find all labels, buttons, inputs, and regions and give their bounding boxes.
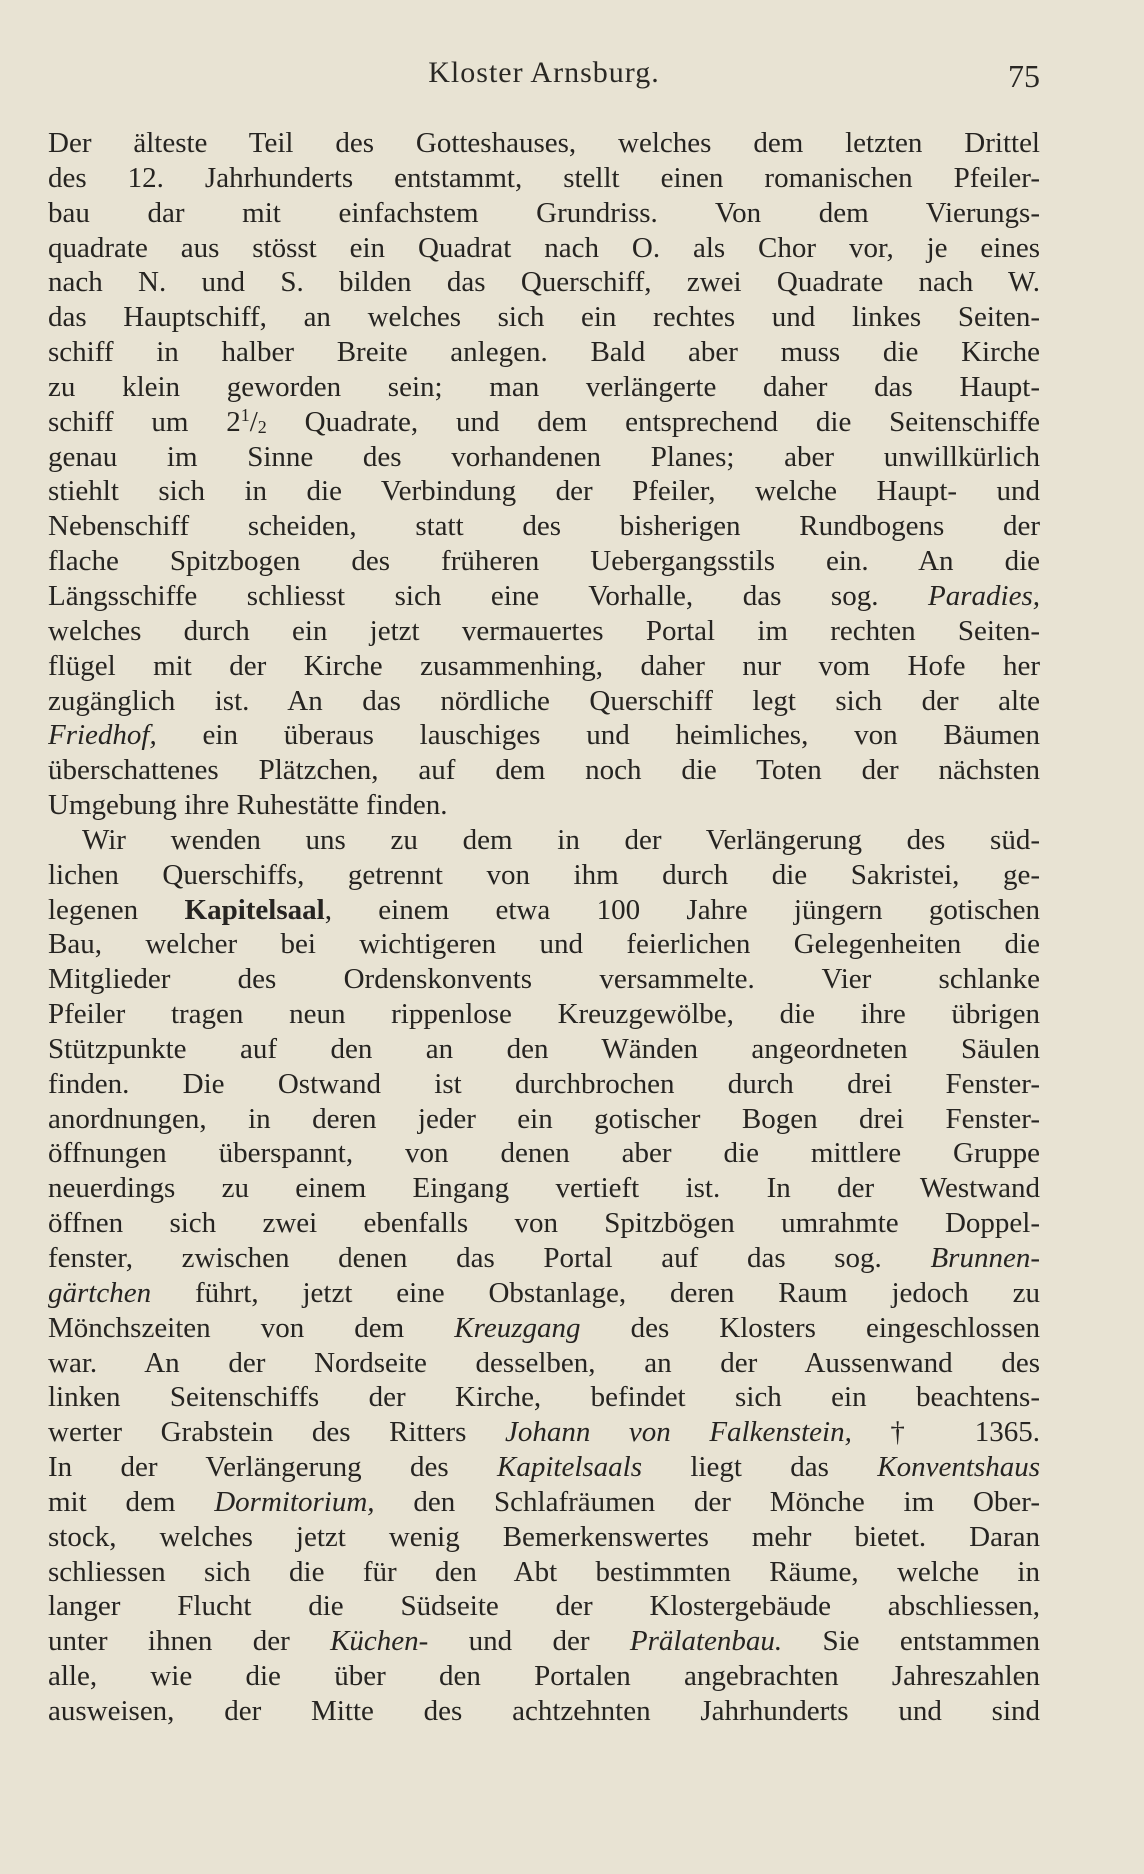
- text-run: Nebenschiff scheiden, statt des bisherigen Rundbogens der: [48, 510, 1040, 543]
- text-run: liegt das: [642, 1451, 878, 1484]
- text-line: [48, 1136, 1040, 1171]
- text-run: schiff um 2: [48, 405, 241, 438]
- text-run: Bau, welcher bei wichtigeren und feierlichen Gelegenheiten die: [48, 928, 1040, 961]
- text-run: den Schlafräumen der Mönche im Ober-: [374, 1485, 1040, 1518]
- text-run: lichen Querschiffs, getrennt von ihm durch die Sakristei, ge-: [48, 858, 1040, 891]
- text-run: flügel mit der Kirche zusammenhing, daher nur vom Hofe her: [48, 649, 1040, 682]
- text-run: zu klein geworden sein; man verlängerte daher das Haupt-: [48, 370, 1040, 403]
- fraction-slash: /: [249, 405, 258, 438]
- fraction-denominator: 2: [257, 416, 267, 437]
- text-line: [48, 1415, 1040, 1450]
- text-line: [48, 1624, 1040, 1659]
- text-run: mit dem: [48, 1485, 215, 1518]
- text-run: Quadrate, und dem entsprechend die Seitenschiffe: [266, 405, 1040, 438]
- text-run: welches durch ein jetzt vermauertes Portal im rechten Seiten-: [48, 614, 1040, 647]
- text-run: fenster, zwischen denen das Portal auf das sog.: [48, 1242, 931, 1274]
- text-line: [48, 440, 1040, 475]
- text-run: überschattenes Plätzchen, auf dem noch die Toten der nächsten: [48, 754, 1040, 787]
- text-run: zugänglich ist. An das nördliche Querschiff legt sich der alte: [48, 684, 1040, 717]
- text-line: [48, 1555, 1040, 1590]
- text-line: [48, 231, 1040, 266]
- text-run: linken Seitenschiffs der Kirche, befindet sich ein beachtens-: [48, 1381, 1040, 1414]
- italic-term: Dormitorium,: [214, 1485, 375, 1518]
- text-line: [48, 1241, 1040, 1276]
- text-line: [48, 196, 1040, 231]
- text-line: [48, 649, 1040, 684]
- bold-term: Kapitelsaal: [184, 893, 325, 926]
- text-run: ein überaus lauschiges und heimliches, von Bäumen: [156, 719, 1040, 752]
- text-line: [48, 474, 1040, 509]
- text-line: [48, 579, 1040, 614]
- text-run: öffnen sich zwei ebenfalls von Spitzbögen umrahmte Doppel-: [48, 1207, 1040, 1240]
- text-run: Der älteste Teil des Gotteshauses, welches dem letzten Drittel: [48, 127, 1040, 159]
- text-run: ausweisen, der Mitte des achtzehnten Jahrhunderts und sind: [48, 1694, 1040, 1727]
- italic-term: Kapitelsaals: [496, 1451, 642, 1484]
- text-run: des 12. Jahrhunderts entstammt, stellt einen romanischen Pfeiler-: [48, 161, 1040, 194]
- text-line: [48, 1485, 1040, 1520]
- text-run: † 1365.: [851, 1416, 1040, 1449]
- text-line: [48, 1276, 1040, 1311]
- text-line: [48, 684, 1040, 719]
- text-run: alle, wie die über den Portalen angebrachten Jahreszahlen: [48, 1660, 1040, 1693]
- text-line: [48, 962, 1040, 997]
- text-line: [48, 1067, 1040, 1102]
- italic-term: Prälatenbau.: [629, 1625, 783, 1658]
- text-run: Wir wenden uns zu dem in der Verlängerung des süd-: [82, 823, 1040, 856]
- italic-term: Küchen-: [330, 1625, 429, 1658]
- text-line: [48, 1450, 1040, 1485]
- italic-term: Kreuzgang: [454, 1311, 581, 1344]
- text-run: das Hauptschiff, an welches sich ein rechtes und linkes Seiten-: [48, 301, 1040, 334]
- text-line: [48, 927, 1040, 962]
- text-line: [48, 126, 1040, 161]
- text-line: [48, 1032, 1040, 1067]
- text-run: nach N. und S. bilden das Querschiff, zwei Quadrate nach W.: [48, 266, 1040, 299]
- text-run: des Klosters eingeschlossen: [580, 1311, 1040, 1344]
- text-run: Längsschiffe schliesst sich eine Vorhalle, das sog.: [48, 579, 929, 612]
- text-line: [48, 997, 1040, 1032]
- text-line: [48, 1589, 1040, 1624]
- text-run: langer Flucht die Südseite der Klostergebäude abschliessen,: [48, 1590, 1040, 1623]
- text-line: [48, 753, 1040, 788]
- text-run: werter Grabstein des Ritters: [48, 1416, 505, 1449]
- text-line: [48, 1346, 1040, 1381]
- text-line: [48, 718, 1040, 753]
- text-line: [48, 788, 1040, 823]
- text-line: [48, 335, 1040, 370]
- text-run: legenen: [48, 893, 185, 926]
- text-line: [48, 1171, 1040, 1206]
- text-line: [48, 265, 1040, 300]
- text-run: Mönchszeiten von dem: [48, 1311, 455, 1344]
- text-line: [48, 1311, 1040, 1346]
- text-line: [48, 1206, 1040, 1241]
- italic-term: Paradies,: [928, 579, 1040, 612]
- italic-term: Konventshaus: [877, 1451, 1040, 1484]
- italic-term: Friedhof,: [48, 719, 157, 752]
- italic-term: gärtchen: [48, 1276, 152, 1309]
- text-run: Sie entstammen: [782, 1625, 1040, 1658]
- text-run: In der Verlängerung des: [48, 1451, 497, 1484]
- italic-term: Johann von Falkenstein,: [504, 1416, 852, 1449]
- text-run: führt, jetzt eine Obstanlage, deren Raum jedoch zu: [151, 1276, 1040, 1309]
- text-run: Stützpunkte auf den an den Wänden angeordneten Säulen: [48, 1032, 1040, 1065]
- text-run: unter ihnen der: [48, 1625, 331, 1658]
- text-line: [48, 544, 1040, 579]
- text-run: schiff in halber Breite anlegen. Bald aber muss die Kirche: [48, 336, 1040, 369]
- text-line: [48, 300, 1040, 335]
- text-line: [48, 1102, 1040, 1137]
- text-run: quadrate aus stösst ein Quadrat nach O. als Chor vor, je eines: [48, 231, 1040, 264]
- text-run: genau im Sinne des vorhandenen Planes; aber unwillkürlich: [48, 440, 1040, 473]
- text-line: [48, 1694, 1040, 1729]
- page-number: 75: [1008, 58, 1040, 94]
- running-header: [48, 56, 1040, 100]
- text-line: [48, 1659, 1040, 1694]
- text-run: stock, welches jetzt wenig Bemerkenswertes mehr bietet. Daran: [48, 1520, 1040, 1553]
- text-line: [48, 1380, 1040, 1415]
- text-line: [48, 405, 1040, 440]
- text-line: [48, 1520, 1040, 1555]
- text-run: öffnungen überspannt, von denen aber die mittlere Gruppe: [48, 1137, 1040, 1170]
- text-run: und der: [428, 1625, 630, 1658]
- text-run: , einem etwa 100 Jahre jüngern gotischen: [324, 893, 1040, 926]
- text-line: [48, 509, 1040, 544]
- text-run: schliessen sich die für den Abt bestimmten Räume, welche in: [48, 1555, 1040, 1588]
- text-run: war. An der Nordseite desselben, an der Aussenwand des: [48, 1346, 1040, 1379]
- italic-term: Brunnen-: [930, 1242, 1040, 1274]
- text-run: anordnungen, in deren jeder ein gotischer Bogen drei Fenster-: [48, 1102, 1040, 1135]
- text-run: finden. Die Ostwand ist durchbrochen durch drei Fenster-: [48, 1067, 1040, 1100]
- text-run: neuerdings zu einem Eingang vertieft ist. In der Westwand: [48, 1172, 1040, 1205]
- running-title: Kloster Arnsburg.: [428, 56, 660, 89]
- text-run: Umgebung ihre Ruhestätte finden.: [48, 789, 448, 822]
- text-run: Mitglieder des Ordenskonvents versammelte. Vier schlanke: [48, 963, 1040, 996]
- text-run: flache Spitzbogen des früheren Uebergangsstils ein. An die: [48, 545, 1040, 578]
- text-line: [48, 161, 1040, 196]
- text-run: Pfeiler tragen neun rippenlose Kreuzgewölbe, die ihre übrigen: [48, 998, 1040, 1031]
- text-run: stiehlt sich in die Verbindung der Pfeiler, welche Haupt- und: [48, 475, 1040, 508]
- text-line: [48, 858, 1040, 893]
- text-line: [48, 614, 1040, 649]
- fraction-numerator: 1: [240, 404, 250, 425]
- text-line: [48, 893, 1040, 928]
- text-run: bau dar mit einfachstem Grundriss. Von dem Vierungs-: [48, 196, 1040, 229]
- text-line: [48, 370, 1040, 405]
- text-line: [48, 823, 1040, 858]
- body-text: [48, 126, 1040, 1729]
